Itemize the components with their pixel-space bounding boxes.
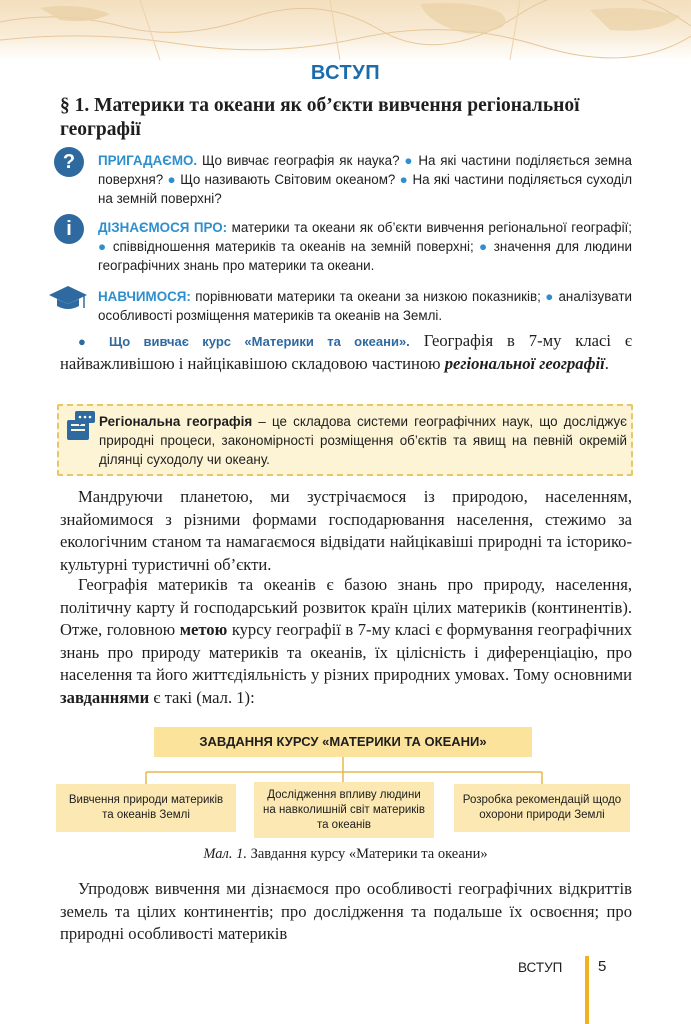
question-icon: ? <box>54 147 84 177</box>
definition-term: Регіональна географія <box>99 414 253 429</box>
section-title: § 1. Материки та океани як об’єкти вивчення регіональної географії <box>60 95 580 140</box>
diagram-box-3: Розробка рекомендацій щодо охорони природи Землі <box>454 784 630 832</box>
lead-text: Географія в 7-му класі є найважливішою і найцікавішою складовою частиною <box>60 331 632 373</box>
footer-chapter-label: ВСТУП <box>518 960 563 975</box>
info-icon: i <box>54 214 84 244</box>
lead-bullet-label: ● Що вивчає курс «Материки та океани». <box>78 334 410 349</box>
goal-learn-label: ДІЗНАЄМОСЯ ПРО: <box>98 220 228 235</box>
diagram-box-1: Вивчення природи материків та океанів Землі <box>56 784 236 832</box>
caption-text: Завдання курсу «Материки та океани» <box>250 846 488 862</box>
chapter-title: ВСТУП <box>310 62 381 84</box>
footer-accent-bar <box>585 956 589 1024</box>
paragraph-2: Географія материків та океанів є базою знань про природу, населення, політичну карту й господарський розвиток країн цілих материків (континентів). Отже, головною метою курсу географії в 7-му класі є формування географічних знань про природу материків та океанів, їх цілісність і диференціацію, про населення та його життєдіяльність у різних природних умовах. Тому основними завданнями є такі (мал. 1): <box>60 575 632 707</box>
goal-recall-text: Що вивчає географія як наука? ● На які частини поділяється земна поверхня? ● Що називають Світовим океаном? ● На які частини поділяється суходіл на земній поверхні? <box>98 153 633 206</box>
keyword-goal: метою <box>179 620 228 639</box>
caption-number: Мал. 1. <box>203 846 247 862</box>
figure-caption <box>0 846 691 863</box>
paragraph-3: Упродовж вивчення ми дізнаємося про особливості географічних відкриттів земель та цілих континентів; про дослідження та подальше їх освоєння; про природні особливості материків <box>60 879 632 943</box>
goal-skill-label: НАВЧИМОСЯ: <box>98 289 191 304</box>
lead-paragraph: ● Що вивчає курс «Материки та океани». Географія в 7-му класі є найважливішою і найцікавішою складовою частиною регіональної географії. <box>60 331 632 373</box>
diagram-main-box: ЗАВДАННЯ КУРСУ «МАТЕРИКИ ТА ОКЕАНИ» <box>154 727 532 757</box>
page-number: 5 <box>598 958 607 975</box>
goal-skill-text: порівнювати материки та океани за низкою показників; ● аналізувати особливості розміщення материків та океанів на Землі. <box>98 289 632 323</box>
goal-learn-text: материки та океани як об’єкти вивчення регіональної географії; ● співвідношення материків та океанів на земній поверхні; ● значення для людини географічних знань про материки та океани. <box>98 220 633 273</box>
paragraph-1: Мандруючи планетою, ми зустрічаємося із природою, населенням, знайомимося з різними формами господарювання населення, стежимо за екологічним станом та намагаємося відвідати найцікавіші природні та історико-культурні туристичні об’єкти. <box>60 487 632 574</box>
lead-emphasis: регіональної географії <box>444 354 605 373</box>
definition-body: – це складова системи географічних наук, що досліджує природні процеси, закономірності розміщення об’єктів та явищ на певній окремій ділянці суходолу чи океану. <box>99 414 627 467</box>
keyword-tasks: завданнями <box>60 687 150 707</box>
diagram-box-2: Дослідження впливу людини на навколишній світ материків та океанів <box>254 782 434 838</box>
goal-recall-label: ПРИГАДАЄМО. <box>98 153 198 168</box>
